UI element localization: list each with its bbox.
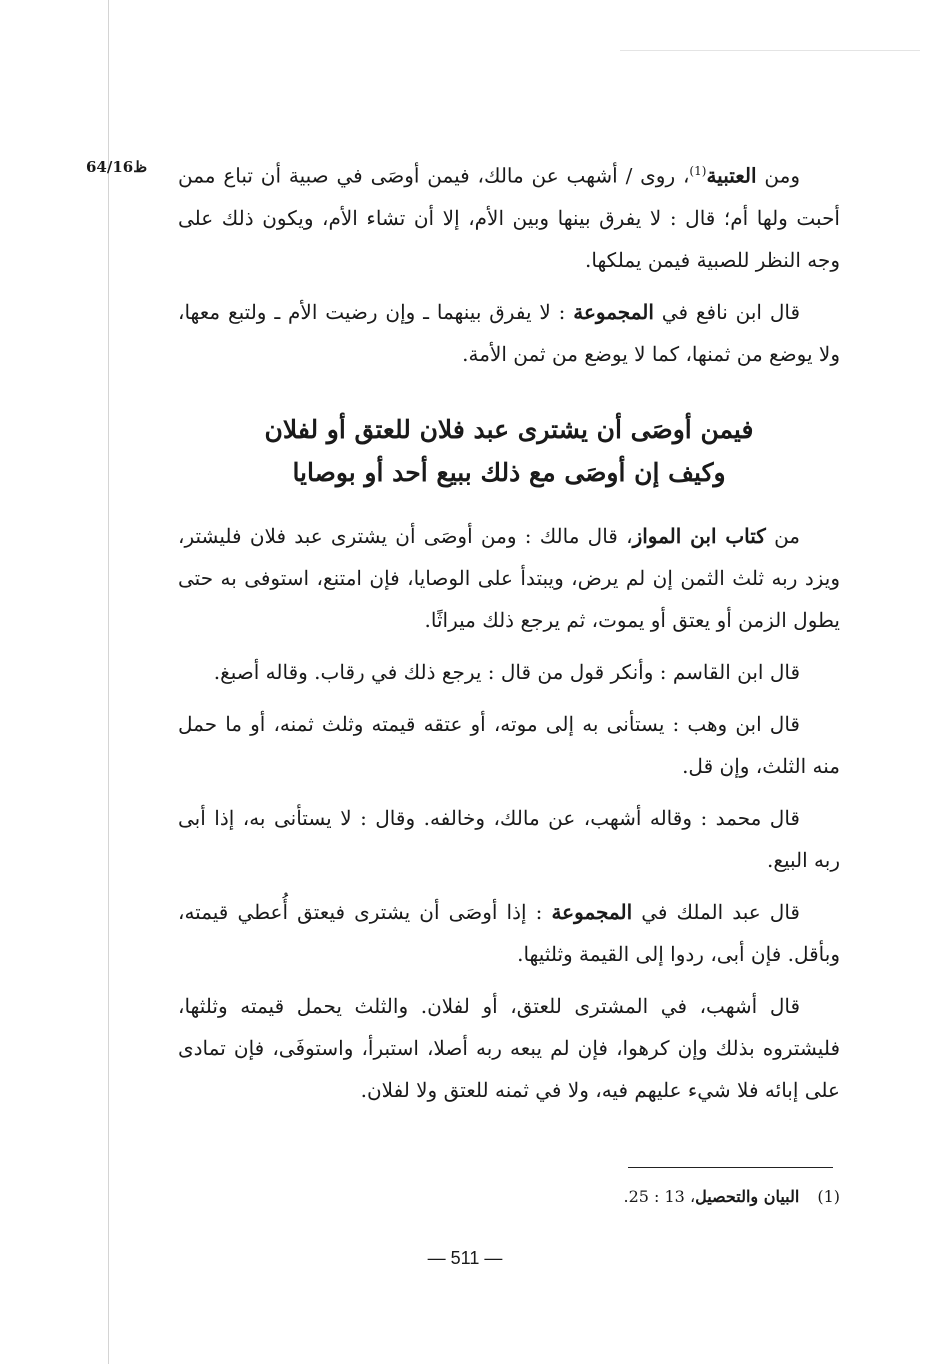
paragraph-abd-al-malik xyxy=(178,891,840,975)
source-title: العتبية xyxy=(706,163,757,188)
text-span: قال عبد الملك في xyxy=(632,900,800,924)
footnote-reference: ، 13 : 25. xyxy=(623,1187,696,1206)
paragraph-ibn-mawwaz xyxy=(178,515,840,641)
footnote-rule xyxy=(628,1167,833,1168)
text-span: ومن xyxy=(756,163,801,188)
footnote-marker: (1) xyxy=(689,164,707,178)
text-span: : إذا أوصَى أن يشترى فيعتق أُعطي قيمته، وبأقل. فإن أبى، ردوا إلى القيمة وثلثيها. xyxy=(178,900,840,966)
footnote-source: البيان والتحصيل xyxy=(695,1187,800,1206)
paragraph-ibn-wahb: قال ابن وهب : يستأنى به إلى موته، أو عتقه قيمته وثلث ثمنه، أو ما حمل منه الثلث، وإن قل. xyxy=(178,712,840,778)
source-title: المجموعة xyxy=(551,900,633,924)
scan-binding-edge xyxy=(108,0,109,1364)
paragraph-muhammad: قال محمد : وقاله أشهب، عن مالك، وخالفه. وقال : لا يستأنى به، إذا أبى ربه البيع. xyxy=(178,806,840,872)
heading-line-2: وكيف إن أوصَى مع ذلك ببيع أحد أو بوصايا xyxy=(292,458,726,487)
scan-top-edge xyxy=(620,50,920,51)
text-span: ، قال مالك : ومن أوصَى أن يشترى عبد فلان فليشتر، ويزد ربه ثلث الثمن إن لم يرض، ويبتدأ على الوصايا، فإن امتنع، استوفى به حتى يطول الزمن أو يعتق أو يموت، ثم يرجع ذلك ميراثًا. xyxy=(178,524,840,632)
text-span: قال ابن نافع في xyxy=(653,299,801,324)
main-section xyxy=(178,515,840,1121)
paragraph-ibn-qasim: قال ابن القاسم : وأنكر قول من قال : يرجع ذلك في رقاب. وقاله أصبغ. xyxy=(213,660,800,684)
chapter-heading xyxy=(178,408,840,494)
page-number: — 511 — xyxy=(427,1248,503,1268)
opening-section xyxy=(178,150,840,385)
heading-line-1: فيمن أوصَى أن يشترى عبد فلان للعتق أو لفلان xyxy=(264,415,754,444)
footnote-number: (1) xyxy=(817,1187,840,1206)
paragraph-ashhab: قال أشهب، في المشترى للعتق، أو لفلان. والثلث يحمل قيمته وثلثها، فليشتروه بذلك وإن كرهوا، فإن لم يبعه ربه أصلا، استبرأ، واستوفَى، فإن تمادى على إبائه فلا شيء عليهم فيه، ولا في ثمنه للعتق ولا لفلان. xyxy=(178,994,840,1102)
source-title: المجموعة xyxy=(573,299,654,324)
paragraph-ibn-nafi xyxy=(178,291,840,375)
text-span: ، روى / أشهب عن مالك، فيمن أوصَى في صبية أن تباع ممن أحبت ولها أم؛ قال : لا يفرق بينها وبين الأم، إلا أن تشاء الأم، ويكون ذلك على وجه النظر للصبية فيمن يملكها. xyxy=(178,163,840,272)
text-span: : لا يفرق بينهما ـ وإن رضيت الأم ـ ولتبع معها، ولا يوضع من ثمنها، كما لا يوضع من ثمن الأمة. xyxy=(178,299,840,366)
margin-folio-note: 64/16ظ xyxy=(86,158,148,176)
text-span: من xyxy=(765,524,801,548)
footnote xyxy=(560,1186,840,1208)
paragraph-utbiyya xyxy=(178,150,840,281)
source-title: كتاب ابن المواز xyxy=(632,524,766,548)
